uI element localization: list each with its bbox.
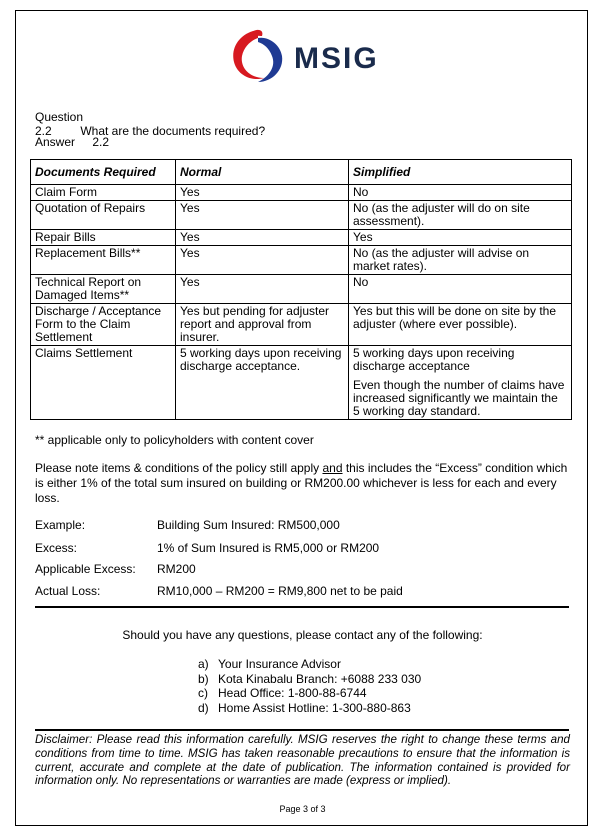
question-number: Question 2.2: [35, 110, 84, 138]
table-cell: Yes but pending for adjuster report and approval from insurer.: [176, 304, 349, 346]
table-header-row: [31, 160, 572, 185]
paragraph-before: Please note items & conditions of the policy still apply: [35, 461, 323, 475]
list-text: Your Insurance Advisor: [218, 657, 341, 671]
table-row: [31, 246, 572, 275]
list-item: [198, 701, 421, 716]
paragraph-after: this includes the “Excess” condition which is either 1% of the total sum insured on building or RM200.00 whichever is less for each and every loss.: [35, 461, 568, 505]
table-cell: Discharge / Acceptance Form to the Claim Settlement: [31, 304, 176, 346]
list-key: c): [198, 686, 208, 700]
question: [35, 110, 265, 138]
table-cell: Yes but this will be done on site by the adjuster (where ever possible).: [349, 304, 572, 346]
page-number: Page 3 of 3: [279, 804, 326, 814]
disclaimer: Disclaimer: Please read this information carefully. MSIG reserves the right to change these terms and conditions from time to time. MSIG has taken reasonable precautions to ensure that the information is current, accurate and complete at the date of publication. The information contained is provided for information only. No representations or warranties are made (express or implied).: [35, 733, 570, 788]
table-cell: Yes: [176, 246, 349, 275]
question-text: What are the documents required?: [80, 124, 266, 138]
list-text: Home Assist Hotline: 1-300-880-863: [218, 700, 411, 715]
example-label: Excess:: [35, 541, 78, 555]
table-cell: No (as the adjuster will advise on market rates).: [349, 246, 572, 275]
table-row: [31, 201, 572, 230]
table-header: Documents Required: [31, 160, 176, 185]
documents-table: [30, 159, 572, 420]
example-label: Applicable Excess:: [35, 562, 136, 576]
table-row: [31, 275, 572, 304]
table-cell: Yes: [176, 275, 349, 304]
answer: [35, 135, 109, 149]
table-cell: No: [349, 185, 572, 201]
table-row: [31, 346, 572, 420]
list-text: Head Office: 1-800-88-6744: [218, 686, 367, 700]
logo-text: MSIG: [294, 42, 379, 75]
example-label: Actual Loss:: [35, 584, 101, 598]
table-cell: Repair Bills: [31, 230, 176, 246]
answer-label: Answer: [35, 135, 76, 149]
table-cell: Yes: [176, 185, 349, 201]
example-row: [35, 584, 403, 598]
footnote: ** applicable only to policyholders with content cover: [35, 433, 314, 447]
divider: [35, 729, 569, 731]
msig-swirl-icon: [228, 28, 288, 84]
table-cell: No (as the adjuster will do on site assessment).: [349, 201, 572, 230]
table-cell: Claims Settlement: [31, 346, 176, 420]
example-row: [35, 541, 379, 555]
contact-list: [198, 657, 421, 715]
example-label: Example:: [35, 518, 86, 532]
table-cell: Yes: [349, 230, 572, 246]
list-item: [198, 657, 421, 672]
list-key: d): [198, 700, 209, 715]
table-cell: Technical Report on Damaged Items**: [31, 275, 176, 304]
table-cell: Yes: [176, 230, 349, 246]
example-value: RM10,000 – RM200 = RM9,800 net to be paid: [157, 584, 403, 598]
example-row: [35, 518, 340, 532]
list-item: [198, 672, 421, 687]
example-value: 1% of Sum Insured is RM5,000 or RM200: [157, 541, 380, 555]
table-cell: Replacement Bills**: [31, 246, 176, 275]
list-key: b): [198, 671, 209, 686]
contact-intro: Should you have any questions, please contact any of the following:: [122, 628, 483, 642]
answer-number: 2.2: [92, 135, 110, 149]
table-header: Normal: [176, 160, 349, 185]
table-cell: Quotation of Repairs: [31, 201, 176, 230]
table-cell: Claim Form: [31, 185, 176, 201]
list-key: a): [198, 657, 209, 671]
table-header: Simplified: [349, 160, 572, 185]
settlement-note: Even though the number of claims have increased significantly we maintain the 5 working day standard.: [353, 378, 565, 418]
example-value: Building Sum Insured: RM500,000: [157, 518, 340, 532]
table-row: [31, 230, 572, 246]
settlement-text: 5 working days upon receiving discharge acceptance: [353, 346, 515, 373]
excess-paragraph: [35, 461, 570, 506]
table-row: [31, 304, 572, 346]
table-cell: Yes: [176, 201, 349, 230]
list-item: [198, 686, 421, 701]
table-cell: No: [349, 275, 572, 304]
divider: [35, 606, 569, 608]
example-value: RM200: [157, 562, 196, 576]
paragraph-underlined: and: [322, 461, 343, 475]
example-row: [35, 562, 196, 576]
table-cell-settlement: [349, 346, 572, 420]
table-cell: 5 working days upon receiving discharge acceptance.: [176, 346, 349, 420]
table-row: [31, 185, 572, 201]
list-text: Kota Kinabalu Branch: +6088 233 030: [218, 671, 422, 686]
msig-logo: [228, 28, 378, 84]
